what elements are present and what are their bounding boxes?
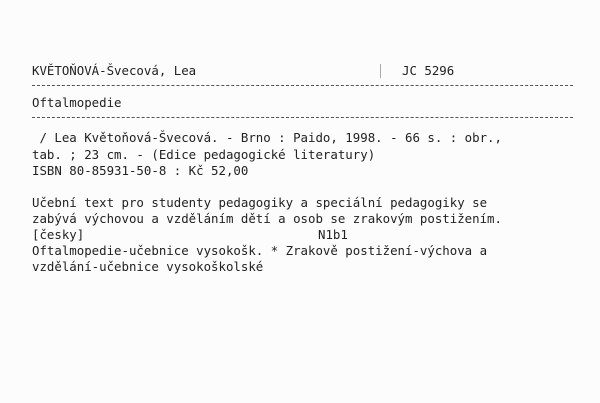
subjects-line-1: Oftalmopedie-učebnice vysokošk. * Zrakově postižení-výchova a	[32, 243, 488, 258]
language-note: [česky]	[32, 227, 85, 242]
subjects-line-2: vzdělání-učebnice vysokoškolské	[32, 259, 264, 274]
abstract-line-2: zabývá výchovou a vzděláním dětí a osob se zrakovým postižením.	[32, 211, 502, 226]
call-number: JC 5296	[402, 63, 455, 78]
divider-middle	[32, 117, 573, 118]
abstract-line-1: Učební text pro studenty pedagogiky a speciální pedagogiky se	[32, 195, 488, 210]
classification-code: N1b1	[318, 227, 348, 242]
title-heading: Oftalmopedie	[32, 95, 122, 110]
description-line-2: tab. ; 23 cm. - (Edice pedagogické literatury)	[32, 147, 376, 162]
isbn-price-line: ISBN 80-85931-50-8 : Kč 52,00	[32, 163, 249, 178]
author-heading: KVĚTOŇOVÁ-Švecová, Lea	[32, 63, 197, 78]
column-separator	[380, 64, 381, 78]
description-line-1: / Lea Květoňová-Švecová. - Brno : Paido, 1998. - 66 s. : obr.,	[32, 130, 502, 145]
divider-top	[32, 85, 573, 86]
